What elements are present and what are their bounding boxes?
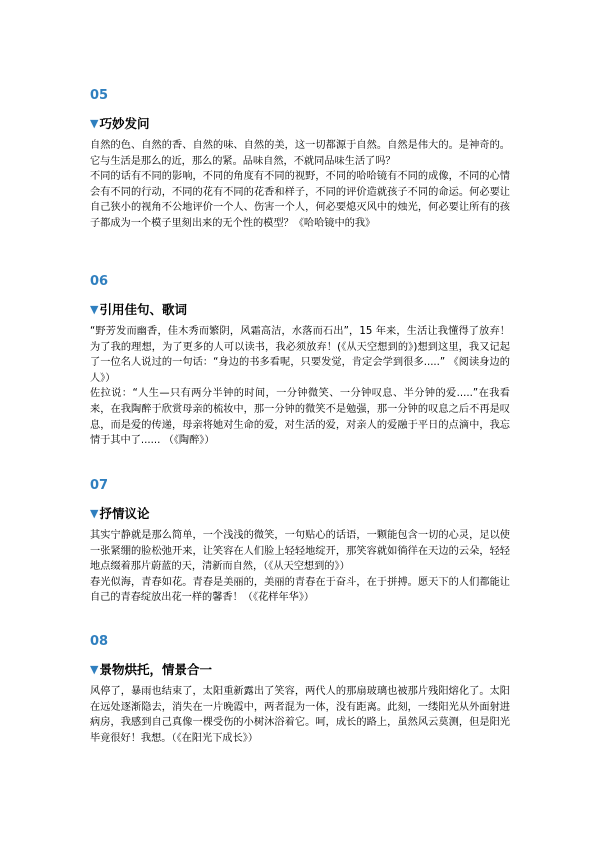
section-body — [90, 528, 510, 606]
section-number: 06 — [90, 274, 109, 289]
triangle-down-icon: ▼ — [90, 117, 99, 130]
section-number: 05 — [90, 88, 109, 103]
paragraph: 不同的话有不同的影响，不同的角度有不同的视野，不同的哈哈镜有不同的成像，不同的心情会有不同的行动，不同的花有不同的花香和样子，不同的评价造就孩子不同的命运。何必要让自己狭小的视角不公地评价一个人、伤害一个人，何必要熄灭风中的烛光，何必要让所有的孩子都成为一个模子里刻出来的无个性的模型？《哈哈镜中的我》 — [90, 171, 510, 229]
paragraph: 佐拉说：“人生—只有两分半钟的时间，一分钟微笑、一分钟叹息、半分钟的爱.....”在我看来，在我陶醉于欣赏母亲的梳妆中，那一分钟的微笑不是勉强，那一分钟的叹息之后不再是叹息，而是爱的传递，母亲将她对生命的爱，对生活的爱，对亲人的爱融于平日的点滴中，我忘情于其中了...... （《陶醉》） — [90, 388, 510, 447]
section-number: 07 — [90, 478, 109, 493]
section-heading — [90, 506, 510, 522]
section-heading — [90, 662, 510, 678]
triangle-down-icon: ▼ — [90, 663, 99, 676]
section-body — [90, 138, 510, 232]
section-06 — [90, 274, 510, 449]
section-title: 引用佳句、歌词 — [99, 302, 187, 317]
section-08 — [90, 634, 510, 746]
paragraph: “野芳发而幽香，佳木秀而繁阴，风霜高洁，水落而石出”，15 年来，生活让我懂得了放弃！为了我的理想，为了更多的人可以读书，我必须放弃！(《从天空想到的》)想到这里，我又记起了一位名人说过的一句话：“身边的书多看呢，只要发觉，肯定会学到很多.....” 《阅读身边的人》） — [90, 326, 510, 384]
triangle-down-icon: ▼ — [90, 303, 99, 316]
triangle-down-icon: ▼ — [90, 507, 99, 520]
paragraph: 其实宁静就是那么简单，一个浅浅的微笑，一句贴心的话语，一颗能包含一切的心灵，足以使一张紧绷的脸松弛开来，让笑容在人们脸上轻轻地绽开，那笑容就如徜徉在天边的云朵，轻轻地点缀着那片蔚蓝的天，清新而自然，（《从天空想到的》） — [90, 530, 510, 573]
section-title: 景物烘托，情景合一 — [99, 662, 212, 677]
section-heading — [90, 302, 510, 318]
section-number: 08 — [90, 634, 109, 649]
section-body — [90, 324, 510, 449]
section-body — [90, 684, 510, 746]
paragraph: 春光似海，青春如花。青春是美丽的，美丽的青春在于奋斗，在于拼搏。愿天下的人们都能让自己的青春绽放出花一样的馨香！（《花样年华》） — [90, 576, 510, 604]
section-07 — [90, 478, 510, 606]
section-heading — [90, 116, 510, 132]
section-05 — [90, 88, 510, 232]
section-title: 巧妙发问 — [99, 116, 150, 131]
paragraph: 自然的色、自然的香、自然的味、自然的美，这一切都源于自然。自然是伟大的。是神奇的。它与生活是那么的近，那么的紧。品味自然，不就同品味生活了吗？ — [90, 140, 510, 167]
paragraph: 风停了，暴雨也结束了，太阳重新露出了笑容，两代人的那扇玻璃也被那片残阳熔化了。太阳在远处逐渐隐去，消失在一片晚霞中，两者混为一体，没有距离。此刻，一缕阳光从外面射进病房，我感到自己真像一棵受伤的小树沐浴着它。呵，成长的路上，虽然风云莫测，但是阳光毕竟很好！我想。（《在阳光下成长》） — [90, 686, 510, 744]
section-title: 抒情议论 — [99, 506, 150, 521]
